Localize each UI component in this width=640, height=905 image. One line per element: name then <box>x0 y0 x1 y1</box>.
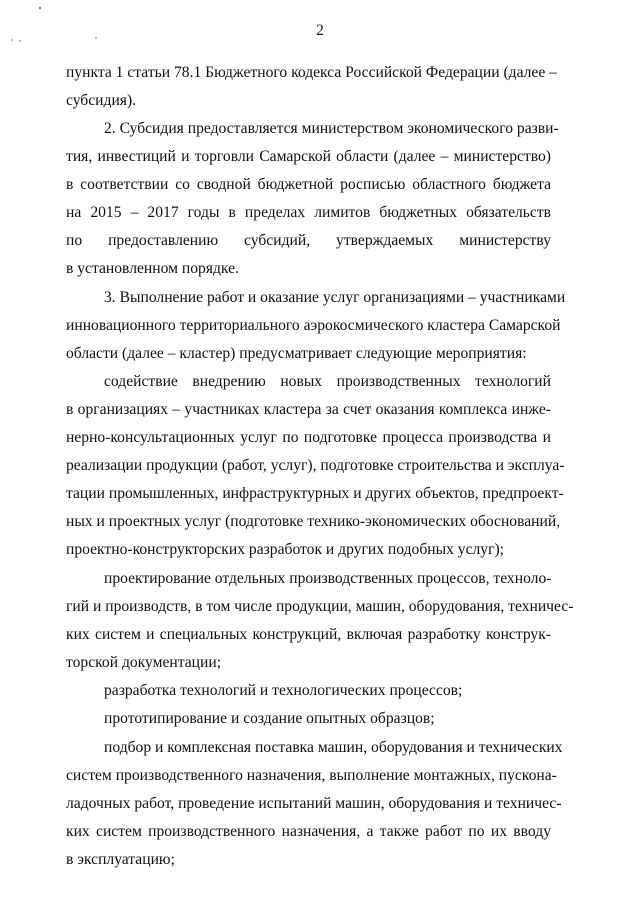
text-line: области (далее – кластер) предусматривает следующие мероприятия: <box>66 345 527 362</box>
page-number: 2 <box>316 22 324 39</box>
text-line: в эксплуатацию; <box>66 851 175 868</box>
text-line: систем производственного назначения, выполнение монтажных, пускона- <box>66 767 557 784</box>
text-line: разработка технологий и технологических процессов; <box>104 682 463 699</box>
text-line: тия, инвестиций и торговли Самарской области (далее – министерство) <box>66 148 551 165</box>
text-line: по предоставлению субсидий, утверждаемых министерству <box>66 232 551 249</box>
text-line: 3. Выполнение работ и оказание услуг организациями – участниками <box>104 289 566 306</box>
text-line: ких систем и специальных конструкций, включая разработку конструк- <box>66 626 551 643</box>
text-line: проектирование отдельных производственных процессов, техноло- <box>104 570 552 587</box>
text-line: подбор и комплексная поставка машин, оборудования и технических <box>104 739 563 756</box>
text-line: пункта 1 статьи 78.1 Бюджетного кодекса Российской Федерации (далее – <box>66 64 557 81</box>
text-line: субсидия). <box>66 92 137 109</box>
text-line: в организациях – участниках кластера за счет оказания комплекса инже- <box>66 401 551 418</box>
text-line: ких систем производственного назначения, а также работ по их вводу <box>66 823 551 840</box>
text-line: в установленном порядке. <box>66 260 239 277</box>
text-line: прототипирование и создание опытных образцов; <box>104 710 435 727</box>
text-line: инновационного территориального аэрокосмического кластера Самарской <box>66 317 561 334</box>
text-line: ных и проектных услуг (подготовке технико-экономических обоснований, <box>66 513 561 530</box>
text-line: тации промышленных, инфраструктурных и других объектов, предпроект- <box>66 485 564 502</box>
text-line: нерно-консультационных услуг по подготовке процесса производства и <box>66 429 551 446</box>
text-line: ладочных работ, проведение испытаний машин, оборудования и техничес- <box>66 795 562 812</box>
text-line: в соответствии со сводной бюджетной росписью областного бюджета <box>66 176 551 193</box>
text-line: торской документации; <box>66 654 222 671</box>
text-line: содействие внедрению новых производственных технологий <box>104 373 551 390</box>
text-line: гий и производств, в том числе продукции, машин, оборудования, техничес- <box>66 598 574 615</box>
text-line: на 2015 – 2017 годы в пределах лимитов бюджетных обязательств <box>66 204 551 221</box>
text-line: проектно-конструкторских разработок и других подобных услуг); <box>66 541 505 558</box>
text-line: 2. Субсидия предоставляется министерством экономического разви- <box>104 120 559 137</box>
text-line: реализации продукции (работ, услуг), подготовке строительства и эксплуа- <box>66 457 565 474</box>
